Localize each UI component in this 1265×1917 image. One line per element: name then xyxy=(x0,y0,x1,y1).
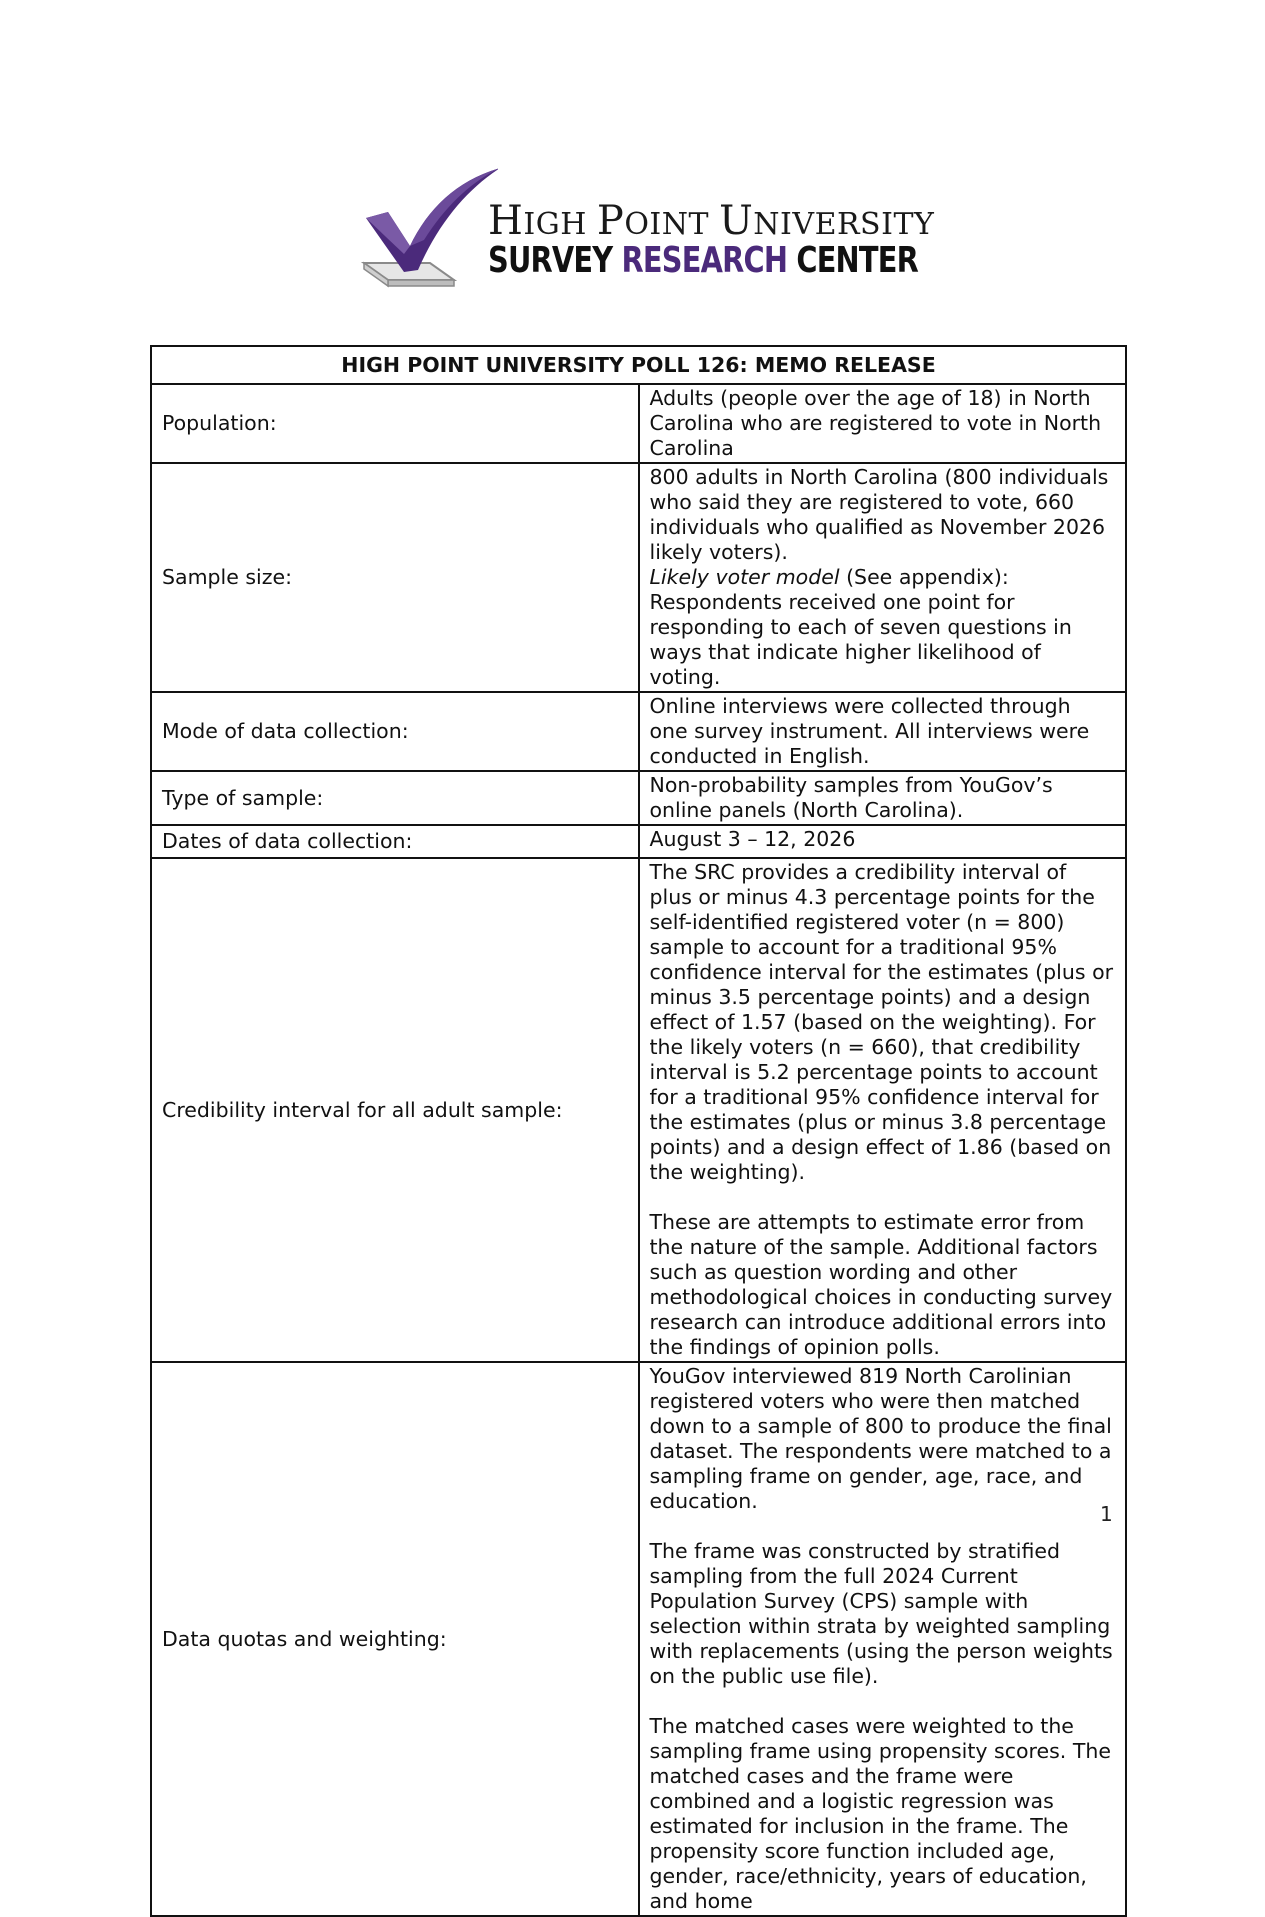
university-name: HIGH POINT UNIVERSITY xyxy=(488,198,935,244)
memo-title: HIGH POINT UNIVERSITY POLL 126: MEMO RELEASE xyxy=(151,346,1126,384)
row-label: Credibility interval for all adult sample: xyxy=(151,858,639,1362)
table-row xyxy=(151,463,1126,692)
row-value: YouGov interviewed 819 North Carolinian registered voters who were then matched down to a sample of 800 to produce the final dataset. The respondents were matched to a sampling frame on gender, age, race, and education. The frame was constructed by stratified sampling from the full 2024 Current Population Survey (CPS) sample with selection within strata by weighted sampling with replacements (using the person weights on the public use file). The matched cases were weighted to the sampling frame using propensity scores. The matched cases and the frame were combined and a logistic regression was estimated for inclusion in the frame. The propensity score function included age, gender, race/ethnicity, years of education, and home xyxy=(639,1362,1127,1916)
table-row xyxy=(151,1362,1126,1916)
row-label: Sample size: xyxy=(151,463,639,692)
likely-voter-model-text: Likely voter model (See appendix): Respondents received one point for responding to each of seven questions in ways that indicate higher likelihood of voting. xyxy=(649,565,1072,689)
row-label: Type of sample: xyxy=(151,771,639,825)
row-value: Adults (people over the age of 18) in North Carolina who are registered to vote in North Carolina xyxy=(639,384,1127,463)
memo-title-row xyxy=(151,346,1126,384)
table-row xyxy=(151,825,1126,858)
table-row xyxy=(151,384,1126,463)
row-label: Dates of data collection: xyxy=(151,825,639,858)
checkmark-icon xyxy=(358,168,498,303)
row-value: 800 adults in North Carolina (800 individuals who said they are registered to vote, 660 individuals who qualified as November 2026 likely voters). Likely voter model (See appendix): Respondents received one point for responding to each of seven questions in ways that indicate higher likelihood of voting. xyxy=(639,463,1127,692)
table-row xyxy=(151,858,1126,1362)
page-number: 1 xyxy=(1100,1502,1113,1526)
memo-table xyxy=(150,345,1127,1917)
table-row xyxy=(151,692,1126,771)
row-value: August 3 – 12, 2026 xyxy=(639,825,1127,858)
table-row xyxy=(151,771,1126,825)
row-value: Online interviews were collected through one survey instrument. All interviews were conducted in English. xyxy=(639,692,1127,771)
row-label: Population: xyxy=(151,384,639,463)
center-name: SURVEY RESEARCH CENTER xyxy=(488,240,918,281)
row-value: Non-probability samples from YouGov’s online panels (North Carolina). xyxy=(639,771,1127,825)
row-label: Mode of data collection: xyxy=(151,692,639,771)
hpu-src-logo xyxy=(358,168,935,303)
row-value: The SRC provides a credibility interval of plus or minus 4.3 percentage points for the self-identified registered voter (n = 800) sample to account for a traditional 95% confidence interval for the estimates (plus or minus 3.5 percentage points) and a design effect of 1.57 (based on the weighting). For the likely voters (n = 660), that credibility interval is 5.2 percentage points to account for a traditional 95% confidence interval for the estimates (plus or minus 3.8 percentage points) and a design effect of 1.86 (based on the weighting). These are attempts to estimate error from the nature of the sample. Additional factors such as question wording and other methodological choices in conducting survey research can introduce additional errors into the findings of opinion polls. xyxy=(639,858,1127,1362)
row-label: Data quotas and weighting: xyxy=(151,1362,639,1916)
